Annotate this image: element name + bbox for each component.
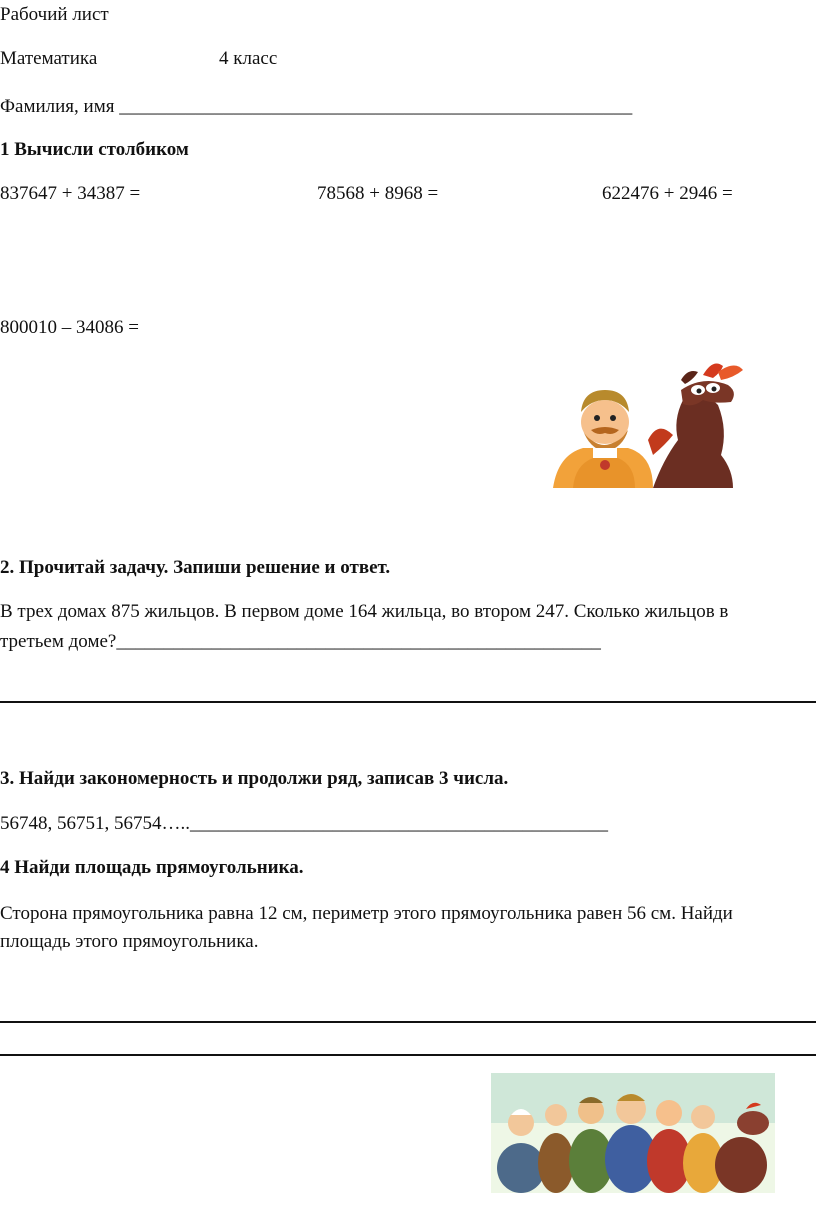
- task3-title: 3. Найди закономерность и продолжи ряд, записав 3 числа.: [0, 768, 509, 789]
- task2-text-line-2: третьем доме?___________________________________________________: [0, 631, 601, 652]
- student-name-line: Фамилия, имя ______________________________________________________: [0, 96, 633, 117]
- task4-text-line-2: площадь этого прямоугольника.: [0, 931, 259, 952]
- task2-title: 2. Прочитай задачу. Запиши решение и ответ.: [0, 557, 391, 578]
- subject-label: Математика: [0, 48, 98, 69]
- grade-label: 4 класс: [219, 48, 278, 69]
- expression-2: 78568 + 8968 =: [317, 183, 439, 204]
- hero-with-horse-illustration: [553, 360, 748, 488]
- task1-title: 1 Вычисли столбиком: [0, 139, 189, 160]
- cartoon-characters-group-illustration: [491, 1073, 775, 1193]
- task4-text-line-1: Сторона прямоугольника равна 12 см, периметр этого прямоугольника равен 56 см. Найди: [0, 903, 733, 924]
- worksheet-label: Рабочий лист: [0, 4, 109, 25]
- expression-3: 622476 + 2946 =: [602, 183, 733, 204]
- task2-text-line-1: В трех домах 875 жильцов. В первом доме 164 жильца, во втором 247. Сколько жильцов в: [0, 601, 729, 622]
- answer-line: [0, 1021, 816, 1023]
- expression-1: 837647 + 34387 =: [0, 183, 141, 204]
- expression-4: 800010 – 34086 =: [0, 317, 139, 338]
- task3-sequence: 56748, 56751, 56754…..____________________________________________: [0, 813, 608, 834]
- answer-line: [0, 1054, 816, 1056]
- task4-title: 4 Найди площадь прямоугольника.: [0, 857, 304, 878]
- answer-line: [0, 701, 816, 703]
